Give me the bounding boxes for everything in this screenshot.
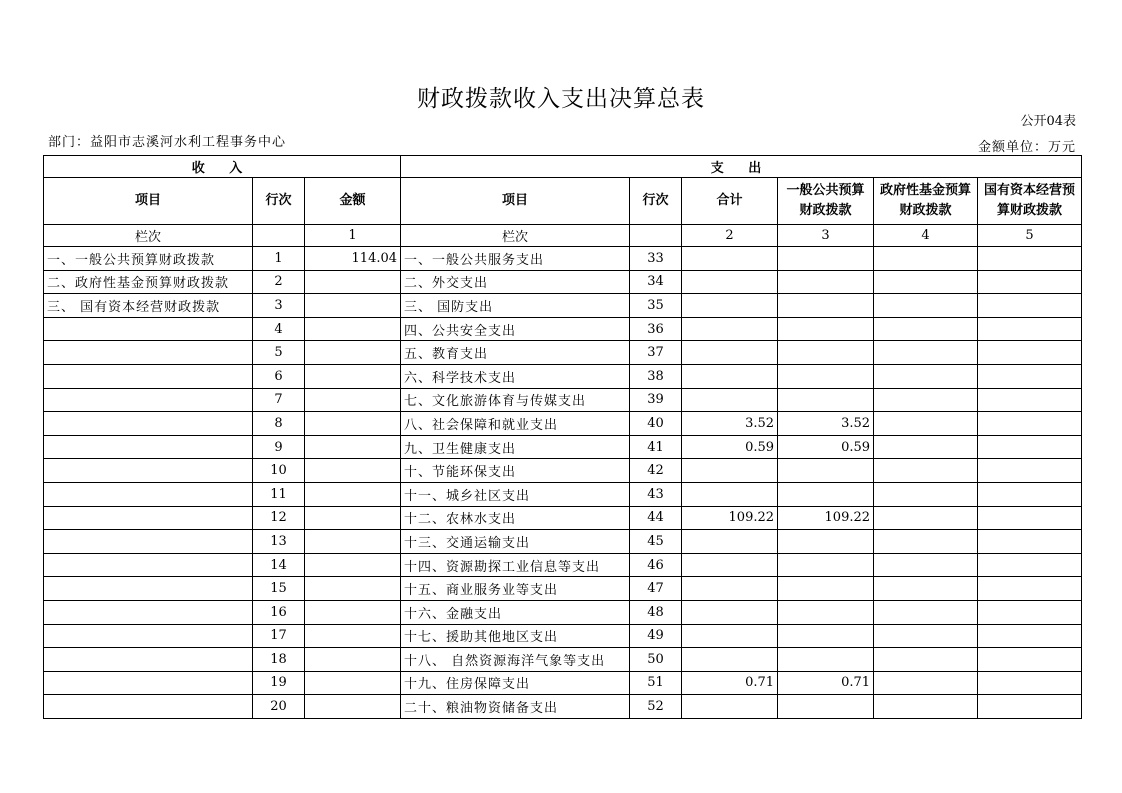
income-row-number: 14	[253, 553, 305, 577]
income-item-cell	[44, 506, 253, 530]
gov-fund-cell	[874, 600, 978, 624]
gov-fund-cell	[874, 247, 978, 271]
total-amount-cell	[682, 341, 778, 365]
col-income-item: 项目	[44, 178, 253, 225]
income-amount-cell	[305, 412, 401, 436]
gov-fund-cell	[874, 459, 978, 483]
gov-fund-cell	[874, 435, 978, 459]
income-row-number: 8	[253, 412, 305, 436]
col-expense-item: 项目	[401, 178, 630, 225]
income-item-cell	[44, 624, 253, 648]
income-item-cell	[44, 577, 253, 601]
total-amount-cell	[682, 482, 778, 506]
income-amount-cell	[305, 624, 401, 648]
income-row-number: 9	[253, 435, 305, 459]
total-amount-cell: 0.59	[682, 435, 778, 459]
expense-row-number: 49	[630, 624, 682, 648]
col-state-capital: 国有资本经营预算财政拨款	[978, 178, 1082, 225]
state-capital-cell	[978, 553, 1082, 577]
general-budget-cell	[778, 388, 874, 412]
expense-row-number: 38	[630, 364, 682, 388]
expense-row-number: 40	[630, 412, 682, 436]
table-row	[44, 482, 1082, 506]
gov-fund-cell	[874, 624, 978, 648]
income-item-cell	[44, 482, 253, 506]
general-budget-cell	[778, 294, 874, 318]
income-item-cell	[44, 317, 253, 341]
expense-row-number: 51	[630, 671, 682, 695]
table-row	[44, 530, 1082, 554]
expense-item-cell: 九、卫生健康支出	[401, 435, 630, 459]
income-section-header: 收 入	[44, 156, 401, 178]
state-capital-cell	[978, 648, 1082, 672]
table-row	[44, 388, 1082, 412]
income-amount-cell	[305, 648, 401, 672]
income-amount-cell	[305, 506, 401, 530]
income-row-number: 1	[253, 247, 305, 271]
income-row-number: 11	[253, 482, 305, 506]
income-row-number: 6	[253, 364, 305, 388]
income-amount-cell	[305, 388, 401, 412]
income-amount-cell	[305, 294, 401, 318]
expense-item-cell: 十六、金融支出	[401, 600, 630, 624]
expense-item-cell: 十一、城乡社区支出	[401, 482, 630, 506]
table-row	[44, 671, 1082, 695]
income-amount-cell	[305, 600, 401, 624]
general-budget-cell	[778, 648, 874, 672]
expense-item-cell: 十八、 自然资源海洋气象等支出	[401, 648, 630, 672]
expense-row-number: 35	[630, 294, 682, 318]
income-amount-cell	[305, 577, 401, 601]
state-capital-cell	[978, 388, 1082, 412]
expense-row-number: 42	[630, 459, 682, 483]
total-amount-cell	[682, 247, 778, 271]
index-total: 2	[682, 225, 778, 247]
table-row	[44, 695, 1082, 719]
total-amount-cell	[682, 648, 778, 672]
income-row-number: 20	[253, 695, 305, 719]
table-row	[44, 341, 1082, 365]
general-budget-cell: 0.71	[778, 671, 874, 695]
gov-fund-cell	[874, 364, 978, 388]
general-budget-cell: 3.52	[778, 412, 874, 436]
index-gov-fund: 4	[874, 225, 978, 247]
expense-item-cell: 五、教育支出	[401, 341, 630, 365]
general-budget-cell	[778, 600, 874, 624]
income-row-number: 4	[253, 317, 305, 341]
page-title: 财政拨款收入支出决算总表	[417, 86, 705, 112]
general-budget-cell	[778, 577, 874, 601]
expense-item-cell: 十三、交通运输支出	[401, 530, 630, 554]
income-row-number: 18	[253, 648, 305, 672]
income-row-number: 13	[253, 530, 305, 554]
expense-row-number: 33	[630, 247, 682, 271]
index-income-amount: 1	[305, 225, 401, 247]
gov-fund-cell	[874, 412, 978, 436]
gov-fund-cell	[874, 648, 978, 672]
expense-row-number: 36	[630, 317, 682, 341]
expense-row-number: 47	[630, 577, 682, 601]
col-income-row: 行次	[253, 178, 305, 225]
income-item-cell	[44, 600, 253, 624]
income-amount-cell	[305, 341, 401, 365]
state-capital-cell	[978, 341, 1082, 365]
state-capital-cell	[978, 412, 1082, 436]
expense-item-cell: 十二、农林水支出	[401, 506, 630, 530]
expense-row-number: 50	[630, 648, 682, 672]
state-capital-cell	[978, 317, 1082, 341]
income-row-number: 16	[253, 600, 305, 624]
total-amount-cell	[682, 624, 778, 648]
income-amount-cell	[305, 435, 401, 459]
table-row	[44, 553, 1082, 577]
table-row	[44, 317, 1082, 341]
index-state-capital: 5	[978, 225, 1082, 247]
income-item-cell	[44, 435, 253, 459]
col-expense-row: 行次	[630, 178, 682, 225]
income-row-number: 2	[253, 270, 305, 294]
expense-item-cell: 十、节能环保支出	[401, 459, 630, 483]
income-row-number: 5	[253, 341, 305, 365]
gov-fund-cell	[874, 294, 978, 318]
income-item-cell	[44, 364, 253, 388]
expense-item-cell: 四、公共安全支出	[401, 317, 630, 341]
income-item-cell	[44, 648, 253, 672]
expense-item-cell: 二十、粮油物资储备支出	[401, 695, 630, 719]
total-amount-cell	[682, 294, 778, 318]
income-amount-cell	[305, 482, 401, 506]
total-amount-cell	[682, 695, 778, 719]
general-budget-cell	[778, 270, 874, 294]
table-row	[44, 294, 1082, 318]
general-budget-cell	[778, 624, 874, 648]
general-budget-cell	[778, 459, 874, 483]
gov-fund-cell	[874, 506, 978, 530]
income-item-cell	[44, 412, 253, 436]
income-amount-cell: 114.04	[305, 247, 401, 271]
expense-row-number: 43	[630, 482, 682, 506]
index-general-budget: 3	[778, 225, 874, 247]
income-amount-cell	[305, 459, 401, 483]
income-item-cell: 三、 国有资本经营财政拨款	[44, 294, 253, 318]
income-row-number: 7	[253, 388, 305, 412]
expense-row-number: 44	[630, 506, 682, 530]
gov-fund-cell	[874, 270, 978, 294]
income-row-number: 19	[253, 671, 305, 695]
col-gov-fund: 政府性基金预算财政拨款	[874, 178, 978, 225]
table-row	[44, 364, 1082, 388]
table-row	[44, 435, 1082, 459]
table-row	[44, 506, 1082, 530]
income-item-cell: 二、政府性基金预算财政拨款	[44, 270, 253, 294]
total-amount-cell	[682, 553, 778, 577]
total-amount-cell: 3.52	[682, 412, 778, 436]
income-amount-cell	[305, 671, 401, 695]
header-row-columns	[44, 178, 1082, 225]
income-amount-cell	[305, 364, 401, 388]
expense-row-number: 39	[630, 388, 682, 412]
expense-item-cell: 十九、住房保障支出	[401, 671, 630, 695]
expense-row-number: 34	[630, 270, 682, 294]
state-capital-cell	[978, 600, 1082, 624]
table-row	[44, 600, 1082, 624]
department-label: 部门：益阳市志溪河水利工程事务中心	[48, 135, 287, 150]
income-item-cell	[44, 553, 253, 577]
col-general-budget: 一般公共预算财政拨款	[778, 178, 874, 225]
state-capital-cell	[978, 270, 1082, 294]
income-item-cell	[44, 341, 253, 365]
state-capital-cell	[978, 435, 1082, 459]
state-capital-cell	[978, 364, 1082, 388]
income-item-cell	[44, 388, 253, 412]
general-budget-cell	[778, 247, 874, 271]
general-budget-cell	[778, 341, 874, 365]
table-row	[44, 577, 1082, 601]
table-row	[44, 459, 1082, 483]
total-amount-cell	[682, 600, 778, 624]
gov-fund-cell	[874, 388, 978, 412]
general-budget-cell: 0.59	[778, 435, 874, 459]
gov-fund-cell	[874, 530, 978, 554]
general-budget-cell	[778, 317, 874, 341]
expense-section-header: 支 出	[401, 156, 1082, 178]
table-row	[44, 270, 1082, 294]
unit-label: 金额单位：万元	[977, 140, 1076, 155]
gov-fund-cell	[874, 553, 978, 577]
expense-row-number: 45	[630, 530, 682, 554]
income-item-cell	[44, 530, 253, 554]
income-amount-cell	[305, 553, 401, 577]
income-item-cell	[44, 695, 253, 719]
expense-item-cell: 三、 国防支出	[401, 294, 630, 318]
budget-table	[43, 155, 1082, 719]
gov-fund-cell	[874, 482, 978, 506]
income-item-cell: 一、一般公共预算财政拨款	[44, 247, 253, 271]
state-capital-cell	[978, 695, 1082, 719]
expense-item-cell: 十五、商业服务业等支出	[401, 577, 630, 601]
index-expense-label: 栏次	[401, 225, 630, 247]
expense-row-number: 52	[630, 695, 682, 719]
expense-row-number: 48	[630, 600, 682, 624]
income-amount-cell	[305, 270, 401, 294]
table-row	[44, 648, 1082, 672]
table-row	[44, 412, 1082, 436]
state-capital-cell	[978, 459, 1082, 483]
total-amount-cell	[682, 317, 778, 341]
expense-item-cell: 六、科学技术支出	[401, 364, 630, 388]
col-total: 合计	[682, 178, 778, 225]
expense-row-number: 46	[630, 553, 682, 577]
gov-fund-cell	[874, 341, 978, 365]
income-row-number: 12	[253, 506, 305, 530]
income-amount-cell	[305, 530, 401, 554]
income-item-cell	[44, 671, 253, 695]
general-budget-cell	[778, 695, 874, 719]
expense-item-cell: 十七、援助其他地区支出	[401, 624, 630, 648]
state-capital-cell	[978, 506, 1082, 530]
expense-row-number: 37	[630, 341, 682, 365]
income-row-number: 17	[253, 624, 305, 648]
income-amount-cell	[305, 695, 401, 719]
gov-fund-cell	[874, 317, 978, 341]
total-amount-cell: 109.22	[682, 506, 778, 530]
expense-item-cell: 八、社会保障和就业支出	[401, 412, 630, 436]
total-amount-cell	[682, 459, 778, 483]
column-index-row	[44, 225, 1082, 247]
income-row-number: 15	[253, 577, 305, 601]
total-amount-cell	[682, 270, 778, 294]
general-budget-cell	[778, 530, 874, 554]
table-row	[44, 624, 1082, 648]
expense-item-cell: 一、一般公共服务支出	[401, 247, 630, 271]
expense-item-cell: 七、文化旅游体育与传媒支出	[401, 388, 630, 412]
header-row-sections	[44, 156, 1082, 178]
state-capital-cell	[978, 247, 1082, 271]
general-budget-cell	[778, 553, 874, 577]
income-row-number: 3	[253, 294, 305, 318]
index-income-label: 栏次	[44, 225, 253, 247]
total-amount-cell	[682, 530, 778, 554]
income-row-number: 10	[253, 459, 305, 483]
general-budget-cell	[778, 482, 874, 506]
expense-row-number: 41	[630, 435, 682, 459]
total-amount-cell	[682, 577, 778, 601]
general-budget-cell	[778, 364, 874, 388]
general-budget-cell: 109.22	[778, 506, 874, 530]
index-expense-row-empty	[630, 225, 682, 247]
state-capital-cell	[978, 482, 1082, 506]
gov-fund-cell	[874, 577, 978, 601]
state-capital-cell	[978, 294, 1082, 318]
expense-item-cell: 十四、资源勘探工业信息等支出	[401, 553, 630, 577]
state-capital-cell	[978, 671, 1082, 695]
income-amount-cell	[305, 317, 401, 341]
expense-item-cell: 二、外交支出	[401, 270, 630, 294]
state-capital-cell	[978, 624, 1082, 648]
index-income-row-empty	[253, 225, 305, 247]
state-capital-cell	[978, 530, 1082, 554]
table-row	[44, 247, 1082, 271]
income-item-cell	[44, 459, 253, 483]
total-amount-cell	[682, 364, 778, 388]
total-amount-cell	[682, 388, 778, 412]
gov-fund-cell	[874, 671, 978, 695]
total-amount-cell: 0.71	[682, 671, 778, 695]
gov-fund-cell	[874, 695, 978, 719]
form-number: 公开04表	[1020, 114, 1076, 129]
state-capital-cell	[978, 577, 1082, 601]
col-income-amount: 金额	[305, 178, 401, 225]
